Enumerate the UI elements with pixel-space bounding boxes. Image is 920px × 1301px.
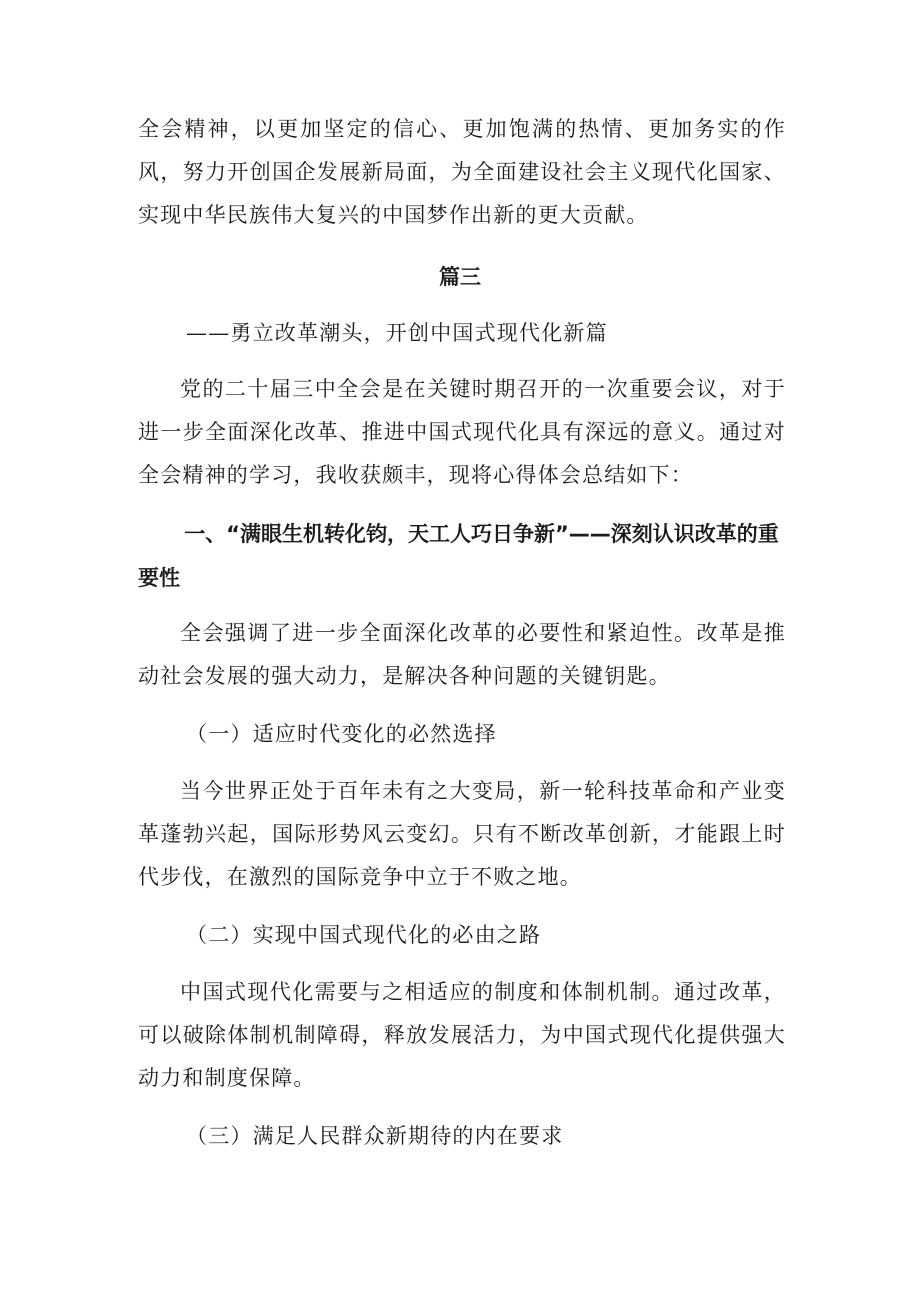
subsection-1-paragraph: 当今世界正处于百年未有之大变局，新一轮科技革命和产业变革蓬勃兴起，国际形势风云变幻。只有不断改革创新，才能跟上时代步伐，在激烈的国际竞争中立于不败之地。: [138, 779, 786, 889]
section-1-title: 一、“满眼生机转化钧，天工人巧日争新”——深刻认识改革的重要性: [138, 522, 779, 590]
subsection-2-paragraph: 中国式现代化需要与之相适应的制度和体制机制。通过改革，可以破除体制机制障碍，释放发展活力，为中国式现代化提供强大动力和制度保障。: [138, 980, 786, 1090]
subsection-3-title: （三）满足人民群众新期待的内在要求: [186, 1124, 564, 1148]
intro-paragraph: 全会精神，以更加坚定的信心、更加饱满的热情、更加务实的作风，努力开创国企发展新局面，为全面建设社会主义现代化国家、实现中华民族伟大复兴的中国梦作出新的更大贡献。: [138, 117, 786, 227]
subsection-2-title: （二）实现中国式现代化的必由之路: [186, 923, 542, 947]
section-1-paragraph: 全会强调了进一步全面深化改革的必要性和紧迫性。改革是推动社会发展的强大动力，是解决各种问题的关键钥匙。: [138, 621, 786, 688]
section-heading: 篇三: [439, 265, 481, 289]
opening-paragraph: 党的二十届三中全会是在关键时期召开的一次重要会议，对于进一步全面深化改革、推进中国式现代化具有深远的意义。通过对全会精神的学习，我收获颇丰，现将心得体会总结如下：: [138, 377, 786, 487]
subsection-1-title: （一）适应时代变化的必然选择: [186, 722, 497, 746]
subtitle: ——勇立改革潮头，开创中国式现代化新篇: [186, 321, 608, 345]
